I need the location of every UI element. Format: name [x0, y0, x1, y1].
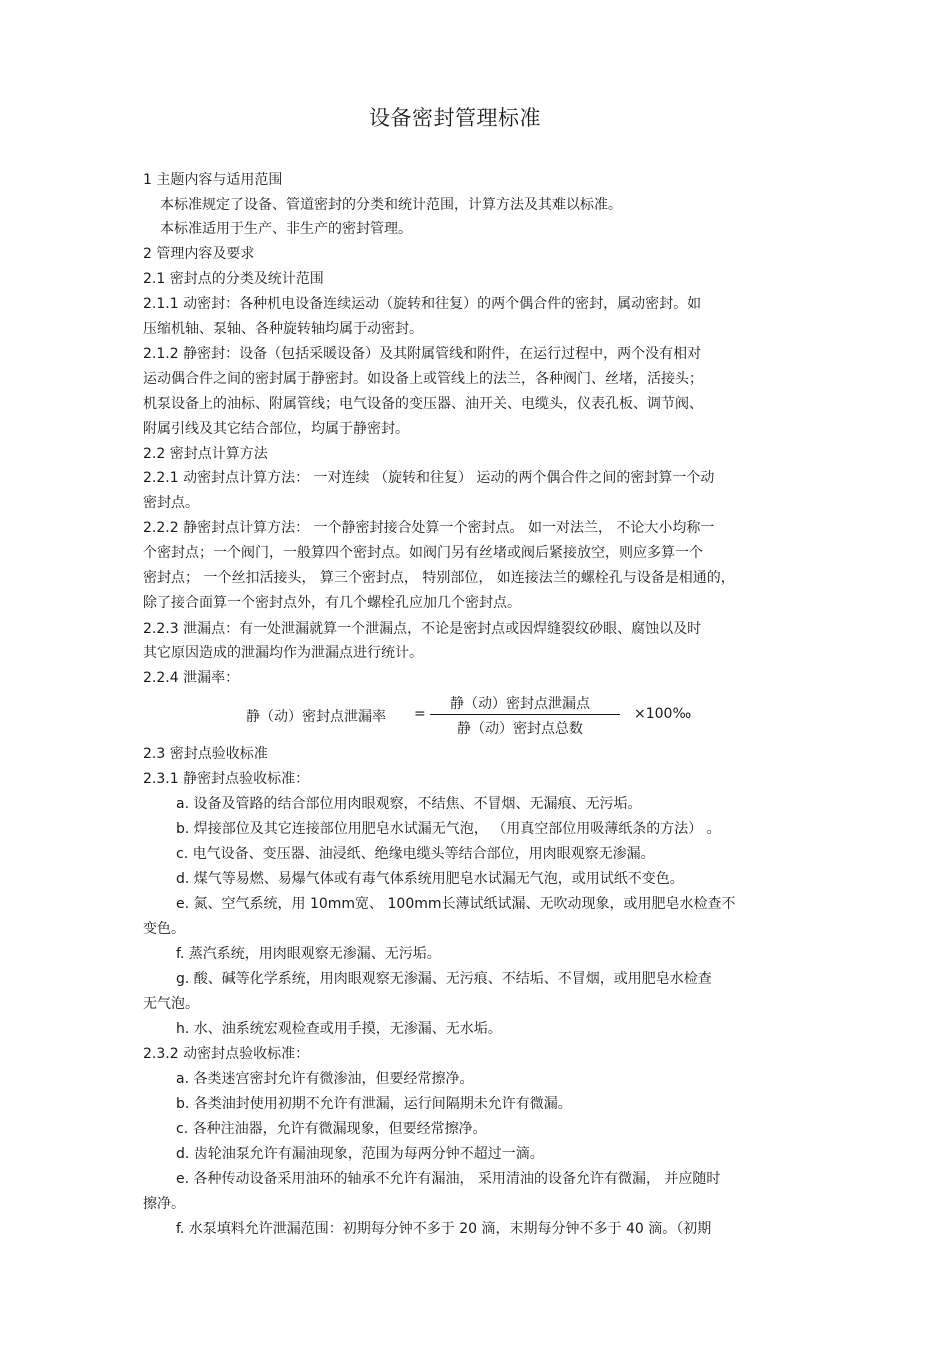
subsection-heading: 2.3 密封点验收标准	[143, 746, 268, 762]
subsection-heading: 2.2 密封点计算方法	[143, 446, 268, 462]
list-item: c. 电气设备、变压器、油浸纸、绝缘电缆头等结合部位，用肉眼观察无渗漏。	[176, 846, 655, 862]
section-heading: 1 主题内容与适用范围	[143, 172, 283, 188]
paragraph-line: 擦净。	[143, 1196, 185, 1212]
paragraph-line: 密封点。	[143, 495, 199, 511]
paragraph-line: 除了接合面算一个密封点外，有几个螺栓孔应加几个密封点。	[143, 595, 521, 611]
list-item: e. 氮、空气系统，用 10mm宽、 100mm长薄试纸试漏、无吹动现象，或用肥皂水检查不	[176, 896, 736, 912]
leak-rate-formula	[240, 690, 710, 742]
fraction-bar	[430, 714, 620, 715]
formula-multiplier: ×100‰	[634, 706, 692, 722]
list-item: h. 水、油系统宏观检查或用手摸，无渗漏、无水垢。	[176, 1021, 502, 1037]
list-item: d. 齿轮油泵允许有漏油现象，范围为每两分钟不超过一滴。	[176, 1146, 544, 1162]
paragraph-line: 压缩机轴、泵轴、各种旋转轴均属于动密封。	[143, 321, 423, 337]
paragraph-line: 变色。	[143, 921, 185, 937]
paragraph-line: 本标准适用于生产、非生产的密封管理。	[160, 221, 412, 237]
list-item: c. 各种注油器，允许有微漏现象，但要经常擦净。	[176, 1121, 487, 1137]
paragraph-line: 无气泡。	[143, 996, 199, 1012]
paragraph-line: 附属引线及其它结合部位，均属于静密封。	[143, 421, 409, 437]
formula-denominator: 静（动）密封点总数	[457, 721, 583, 737]
formula-lhs: 静（动）密封点泄漏率	[246, 709, 386, 725]
paragraph-line: 2.3.2 动密封点验收标准：	[143, 1046, 310, 1062]
paragraph-line: 个密封点；一个阀门，一般算四个密封点。如阀门另有丝堵或阀后紧接放空，则应多算一个	[143, 545, 703, 561]
paragraph-line: 2.2.4 泄漏率：	[143, 670, 240, 686]
paragraph-line: 2.1.2 静密封：设备（包括采暖设备）及其附属管线和附件，在运行过程中，两个没有相对	[143, 346, 702, 362]
paragraph-line: 2.3.1 静密封点验收标准：	[143, 771, 310, 787]
formula-equals: =	[414, 706, 426, 722]
list-item: a. 设备及管路的结合部位用肉眼观察，不结焦、不冒烟、无漏痕、无污垢。	[176, 796, 642, 812]
list-item: b. 焊接部位及其它连接部位用肥皂水试漏无气泡， （用真空部位用吸薄纸条的方法） 。	[176, 821, 721, 837]
paragraph-line: 运动偶合件之间的密封属于静密封。如设备上或管线上的法兰，各种阀门、丝堵，活接头；	[143, 371, 703, 387]
list-item: e. 各种传动设备采用油环的轴承不允许有漏油， 采用清油的设备允许有微漏， 并应随时	[176, 1171, 721, 1187]
list-item: f. 蒸汽系统，用肉眼观察无渗漏、无污垢。	[176, 946, 441, 962]
paragraph-line: 密封点； 一个丝扣活接头， 算三个密封点， 特别部位， 如连接法兰的螺栓孔与设备是相通的，	[143, 570, 735, 586]
list-item: b. 各类油封使用初期不允许有泄漏，运行间隔期未允许有微漏。	[176, 1096, 572, 1112]
document-title: 设备密封管理标准	[369, 106, 541, 130]
subsection-heading: 2.1 密封点的分类及统计范围	[143, 271, 324, 287]
paragraph-line: 本标准规定了设备、管道密封的分类和统计范围，计算方法及其难以标准。	[160, 197, 622, 213]
paragraph-line: 2.2.3 泄漏点：有一处泄漏就算一个泄漏点，不论是密封点或因焊缝裂纹砂眼、腐蚀以及时	[143, 621, 702, 637]
list-item: d. 煤气等易燃、易爆气体或有毒气体系统用肥皂水试漏无气泡，或用试纸不变色。	[176, 871, 684, 887]
paragraph-line: 2.2.2 静密封点计算方法： 一个静密封接合处算一个密封点。 如一对法兰， 不论大小均称一	[143, 520, 715, 536]
list-item: f. 水泵填料允许泄漏范围：初期每分钟不多于 20 滴，末期每分钟不多于 40 滴。（初期	[176, 1221, 712, 1237]
paragraph-line: 2.1.1 动密封：各种机电设备连续运动（旋转和往复）的两个偶合件的密封，属动密封。如	[143, 296, 702, 312]
paragraph-line: 机泵设备上的油标、附属管线；电气设备的变压器、油开关、电缆头，仪表孔板、调节阀、	[143, 396, 703, 412]
list-item: g. 酸、碱等化学系统，用肉眼观察无渗漏、无污痕、不结垢、不冒烟，或用肥皂水检查	[176, 971, 712, 987]
formula-numerator: 静（动）密封点泄漏点	[450, 696, 590, 712]
list-item: a. 各类迷宫密封允许有微渗油，但要经常擦净。	[176, 1071, 474, 1087]
section-heading: 2 管理内容及要求	[143, 246, 255, 262]
paragraph-line: 其它原因造成的泄漏均作为泄漏点进行统计。	[143, 645, 423, 661]
paragraph-line: 2.2.1 动密封点计算方法： 一对连续 （旋转和往复） 运动的两个偶合件之间的密封算一个动	[143, 470, 715, 486]
